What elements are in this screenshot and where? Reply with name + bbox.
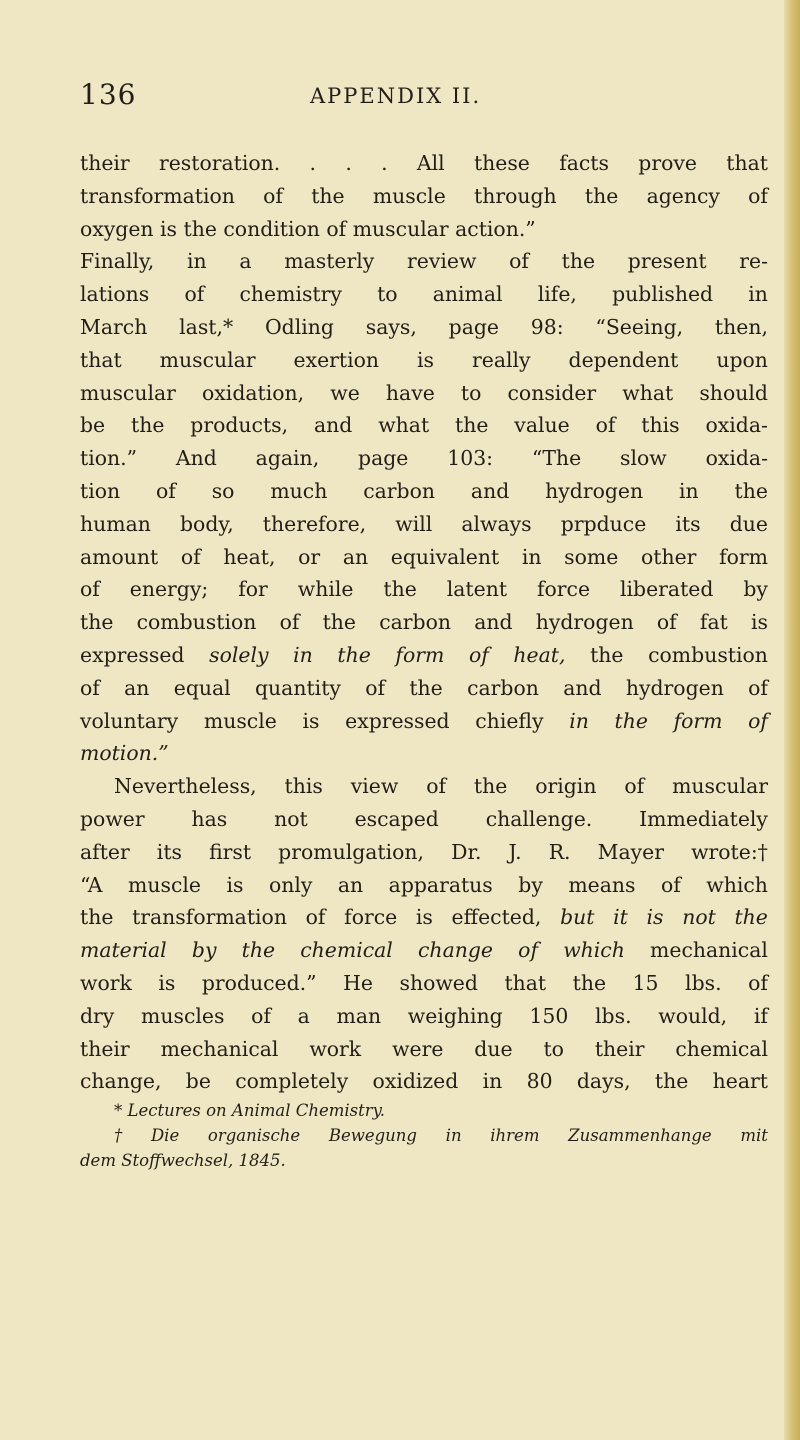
body-line: human body, therefore, will always prpduce its due bbox=[80, 511, 768, 536]
body-line: March last,* Odling says, page 98: “Seeing, then, bbox=[80, 314, 768, 339]
body-line: muscular oxidation, we have to consider what should bbox=[80, 380, 768, 405]
body-line: material by the chemical change of which mechanical bbox=[80, 938, 768, 963]
footnote-line: † Die organische Bewegung in ihrem Zusammenhange mit bbox=[114, 1126, 768, 1145]
body-text bbox=[80, 147, 768, 1098]
footnote-line: dem Stoffwechsel, 1845. bbox=[80, 1151, 286, 1170]
body-line: motion.” bbox=[80, 741, 169, 766]
body-line: work is produced.” He showed that the 15 lbs. of bbox=[80, 970, 768, 995]
body-line: Finally, in a masterly review of the present re- bbox=[80, 249, 768, 274]
body-line: lations of chemistry to animal life, published in bbox=[80, 282, 768, 307]
body-line: tion.” And again, page 103: “The slow oxida- bbox=[80, 446, 768, 471]
body-line: change, be completely oxidized in 80 days, the heart bbox=[80, 1069, 768, 1094]
body-line: voluntary muscle is expressed chiefly in the form of bbox=[80, 708, 768, 733]
body-line: the combustion of the carbon and hydrogen of fat is bbox=[80, 610, 768, 635]
running-head: APPENDIX II. bbox=[310, 84, 482, 108]
body-line: “A muscle is only an apparatus by means of which bbox=[80, 872, 768, 897]
body-line: their restoration. . . . All these facts prove that bbox=[80, 151, 768, 175]
page-number: 136 bbox=[80, 78, 137, 111]
body-line: after its first promulgation, Dr. J. R. Mayer wrote:† bbox=[80, 839, 768, 864]
body-line: their mechanical work were due to their chemical bbox=[80, 1036, 768, 1061]
body-line: power has not escaped challenge. Immediately bbox=[80, 806, 768, 831]
body-line: be the products, and what the value of this oxida- bbox=[80, 413, 768, 438]
body-line: dry muscles of a man weighing 150 lbs. would, if bbox=[80, 1003, 768, 1028]
body-line: of an equal quantity of the carbon and hydrogen of bbox=[80, 675, 768, 700]
page-edge bbox=[784, 0, 800, 1440]
body-line: expressed solely in the form of heat, the combustion bbox=[80, 642, 768, 667]
body-line: transformation of the muscle through the agency of bbox=[80, 183, 768, 208]
page-header bbox=[80, 70, 690, 120]
body-line: the transformation of force is effected, but it is not the bbox=[80, 905, 768, 930]
body-line: that muscular exertion is really dependent upon bbox=[80, 347, 768, 372]
body-line: amount of heat, or an equivalent in some other form bbox=[80, 544, 768, 569]
body-line: of energy; for while the latent force liberated by bbox=[80, 577, 768, 602]
body-line: tion of so much carbon and hydrogen in the bbox=[80, 478, 768, 503]
footnotes bbox=[80, 1098, 768, 1173]
footnote-line: * Lectures on Animal Chemistry. bbox=[114, 1101, 386, 1120]
body-line: Nevertheless, this view of the origin of muscular bbox=[114, 774, 768, 799]
body-line: oxygen is the condition of muscular action.” bbox=[80, 216, 536, 241]
